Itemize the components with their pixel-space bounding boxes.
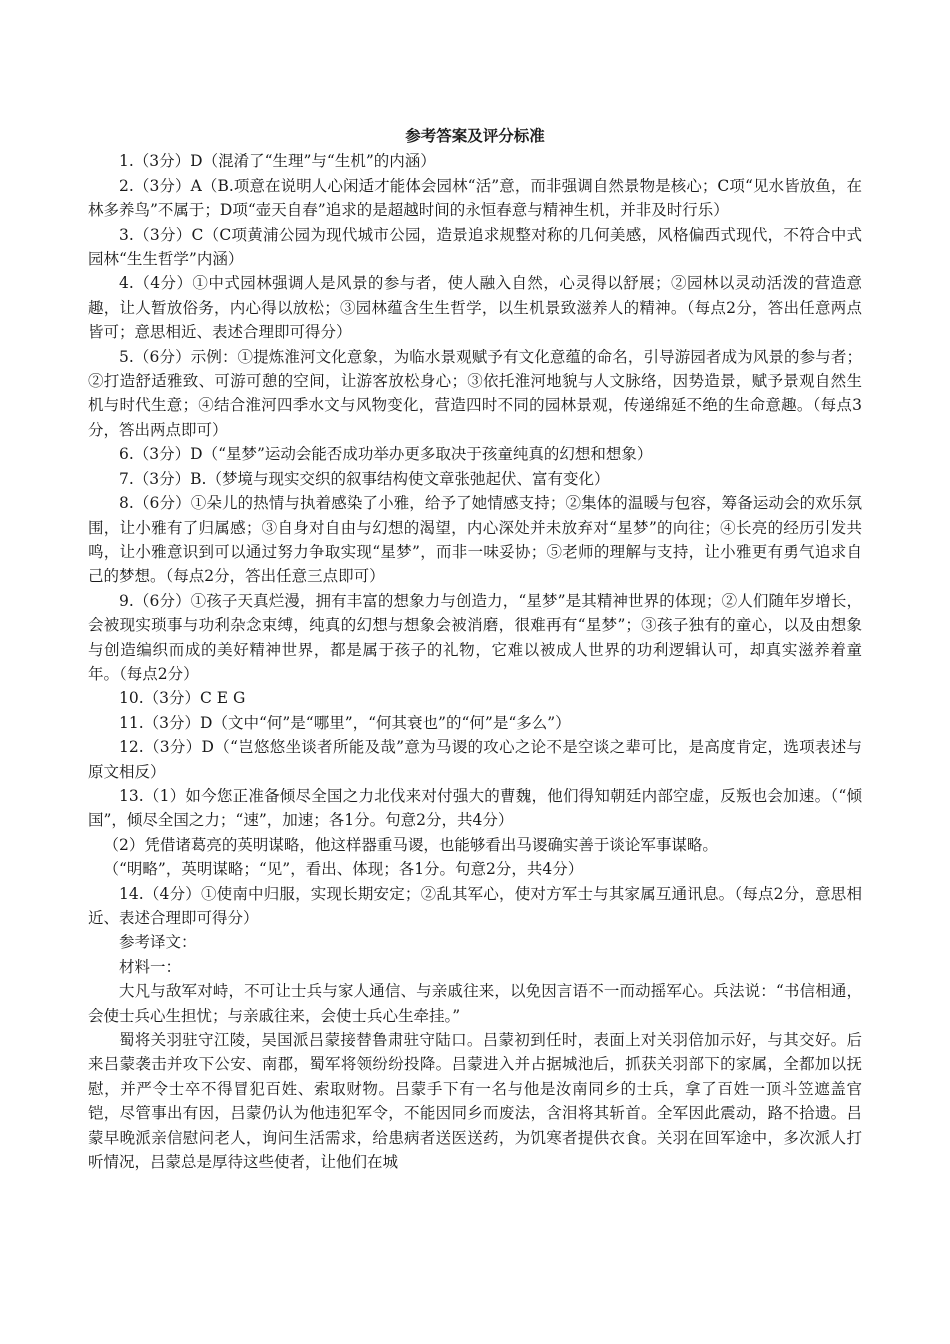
answer-11: 11.（3分）D（文中“何”是“哪里”，“何其衰也”的“何”是“多么”） (119, 713, 571, 732)
answer-3: 3.（3分）C（C项黄浦公园为现代城市公园，造景追求规整对称的几何美感，风格偏西式现代，不符合中式园林“生生哲学”内涵） (88, 225, 862, 269)
answer-13-part-2: （2）凭借诸葛亮的英明谋略，他这样器重马谡，也能够看出马谡确实善于谈论军事谋略。 (103, 835, 718, 854)
answer-4: 4.（4分）①中式园林强调人是风景的参与者，使人融入自然，心灵得以舒展；②园林以灵动活泼的营造意趣，让人暂放俗务，内心得以放松；③园林蕴含生生哲学，以生机景致滋养人的精神。（每点2分，答出任意两点皆可；意思相近、表述合理即可得分） (88, 274, 862, 342)
answer-14: 14.（4分）①使南中归服，实现长期安定；②乱其军心，使对方军士与其家属互通讯息。（每点2分，意思相近、表述合理即可得分） (88, 884, 862, 927)
material-1-heading: 材料一： (119, 957, 182, 976)
answer-13-part-2-scoring: （“明略”，英明谋略；“见”，看出、体现；各1分。句意2分，共4分） (103, 860, 584, 879)
answer-13-part-1: 13.（1）如今您正准备倾尽全国之力北伐来对付强大的曹魏，他们得知朝廷内部空虚，反叛也会加速。（“倾国”，倾尽全国之力；“速”，加速；各1分。句意2分，共4分） (88, 786, 862, 830)
page-title: 参考答案及评分标准 (405, 126, 545, 145)
answer-10: 10.（3分）C E G (119, 689, 246, 708)
translation-paragraph-1: 大凡与敌军对峙，不可让士兵与家人通信、与亲戚往来，以免因言语不一而动摇军心。兵法说：“书信相通，会使士兵心生担忧；与亲戚往来，会使士兵心生牵挂。” (88, 982, 862, 1025)
answer-9: 9.（6分）①孩子天真烂漫，拥有丰富的想象力与创造力，“星梦”是其精神世界的体现；②人们随年岁增长，会被现实琐事与功利杂念束缚，纯真的幻想与想象会被消磨，很难再有“星梦”；③孩子独有的童心，以及由想象与创造编织而成的美好精神世界，都是属于孩子的礼物，它难以被成人世界的功利逻辑认可，却真实滋养着童年。（每点2分） (88, 591, 862, 683)
answer-7: 7.（3分）B.（梦境与现实交织的叙事结构使文章张弛起伏、富有变化） (119, 469, 610, 488)
answer-1: 1.（3分）D（混淆了“生理”与“生机”的内涵） (119, 152, 436, 171)
answer-2: 2.（3分）A（B.项意在说明人心闲适才能体会园林“活”意，而非强调自然景物是核心；C项“见水皆放鱼，在林多养鸟”不属于；D项“壶天自春”追求的是超越时间的永恒春意与精神生机，并非及时行乐） (88, 176, 862, 220)
answer-5: 5.（6分）示例：①提炼淮河文化意象，为临水景观赋予有文化意蕴的命名，引导游园者成为风景的参与者；②打造舒适雅致、可游可憩的空间，让游客放松身心；③依托淮河地貌与人文脉络，因势造景，赋予景观自然生机与时代生意；④结合淮河四季水文与风物变化，营造四时不同的园林景观，传递绵延不绝的生命意趣。（每点3分，答出两点即可） (88, 347, 862, 439)
answer-12: 12.（3分）D（“岂悠悠坐谈者所能及哉”意为马谡的攻心之论不是空谈之辈可比，是高度肯定，选项表述与原文相反） (88, 738, 862, 781)
translation-paragraph-2: 蜀将关羽驻守江陵，吴国派吕蒙接替鲁肃驻守陆口。吕蒙初到任时，表面上对关羽倍加示好，与其交好。后来吕蒙袭击并攻下公安、南郡，蜀军将领纷纷投降。吕蒙进入并占据城池后，抓获关羽部下的家属，全都加以抚慰，并严令士卒不得冒犯百姓、索取财物。吕蒙手下有一名与他是汝南同乡的士兵，拿了百姓一顶斗笠遮盖官铠，尽管事出有因，吕蒙仍认为他违犯军令，不能因同乡而废法，含泪将其斩首。全军因此震动，路不拾遗。吕蒙早晚派亲信慰问老人，询问生活需求，给患病者送医送药，为饥寒者提供衣食。关羽在回军途中，多次派人打听情况，吕蒙总是厚待这些使者，让他们在城 (88, 1031, 862, 1172)
answer-6: 6.（3分）D（“星梦”运动会能否成功举办更多取决于孩童纯真的幻想和想象） (119, 445, 653, 464)
translation-heading: 参考译文： (119, 933, 197, 952)
answer-sheet (88, 124, 862, 1174)
answer-8: 8.（6分）①朵儿的热情与执着感染了小雅，给予了她情感支持；②集体的温暖与包容，筹备运动会的欢乐氛围，让小雅有了归属感；③自身对自由与幻想的渴望，内心深处并未放弃对“星梦”的向往；④长亮的经历引发共鸣，让小雅意识到可以通过努力争取实现“星梦”，而非一味妥协；⑤老师的理解与支持，让小雅更有勇气追求自己的梦想。（每点2分，答出任意三点即可） (88, 494, 862, 586)
